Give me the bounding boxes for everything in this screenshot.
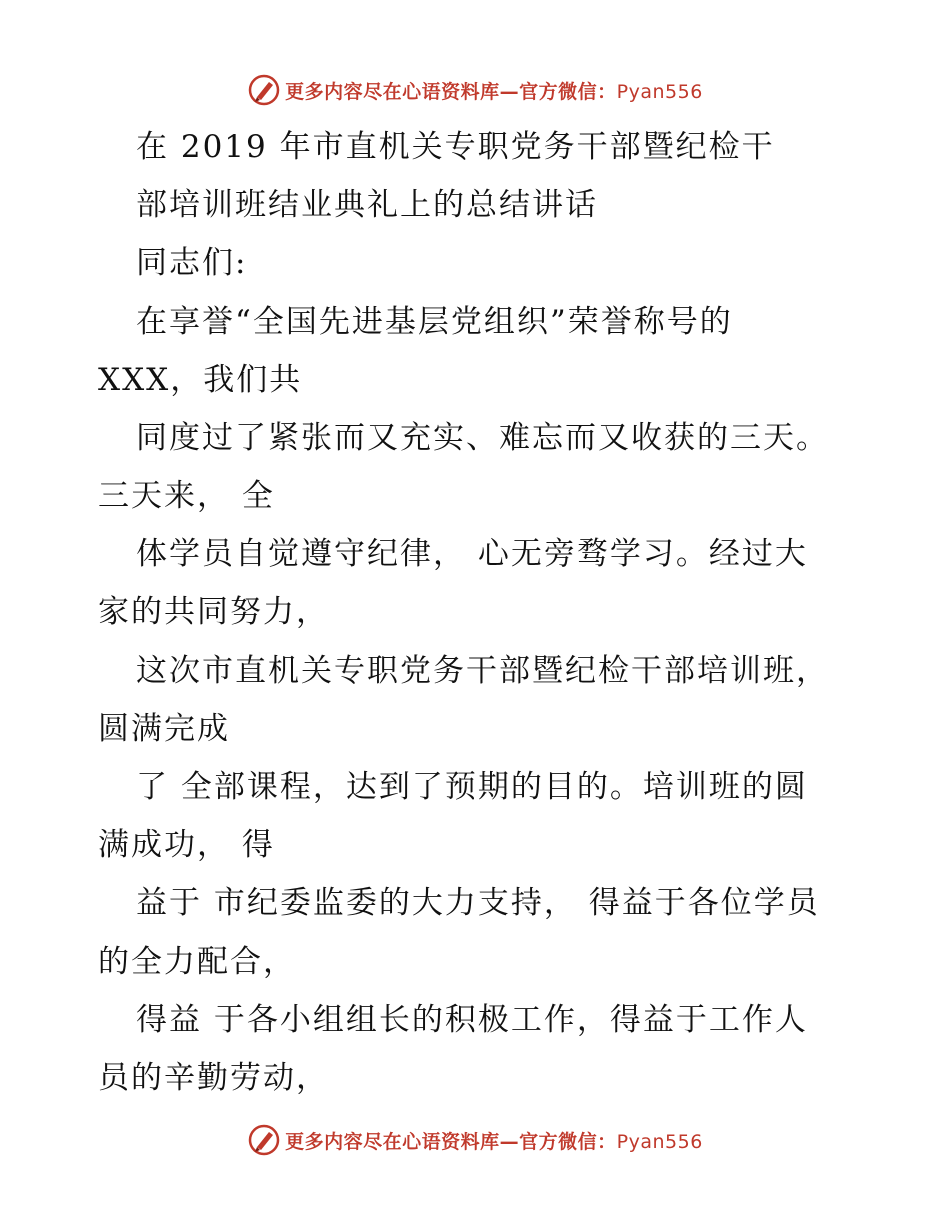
body-line: 了 全部课程，达到了预期的目的。培训班的圆 xyxy=(136,769,808,805)
body-line: 的全力配合， xyxy=(98,944,296,980)
body-line: 在享誉“全国先进基层党组织”荣誉称号的 xyxy=(136,304,733,340)
watermark-text: 更多内容尽在心语资料库—官方微信： xyxy=(285,1130,617,1153)
watermark-header xyxy=(0,70,950,110)
salutation: 同志们: xyxy=(136,245,248,281)
body-line: 三天来， 全 xyxy=(98,478,275,514)
body-line: 圆满完成 xyxy=(98,711,230,747)
watermark-footer xyxy=(0,1120,950,1160)
pen-logo-icon xyxy=(247,73,281,107)
body-line: 得益 于各小组组长的积极工作，得益于工作人 xyxy=(136,1002,808,1038)
title-line-2: 部培训班结业典礼上的总结讲话 xyxy=(136,187,598,223)
body-line: 家的共同努力， xyxy=(98,594,329,630)
title-line-1: 在 2019 年市直机关专职党务干部暨纪检干 xyxy=(136,129,775,165)
body-line: XXX，我们共 xyxy=(98,362,303,398)
watermark-id: Pyan556 xyxy=(616,1130,703,1153)
pen-logo-icon xyxy=(247,1123,281,1157)
body-line: 满成功， 得 xyxy=(98,827,275,863)
body-line: 这次市直机关专职党务干部暨纪检干部培训班， xyxy=(136,653,829,689)
watermark-id: Pyan556 xyxy=(616,80,703,103)
body-line: 员的辛勤劳动， xyxy=(98,1060,329,1096)
body-line: 同度过了紧张而又充实、难忘而又收获的三天。 xyxy=(136,420,829,456)
body-line: 益于 市纪委监委的大力支持， 得益于各位学员 xyxy=(136,885,820,921)
body-line: 体学员自觉遵守纪律， 心无旁骛学习。经过大 xyxy=(136,536,808,572)
watermark-text: 更多内容尽在心语资料库—官方微信： xyxy=(285,80,617,103)
